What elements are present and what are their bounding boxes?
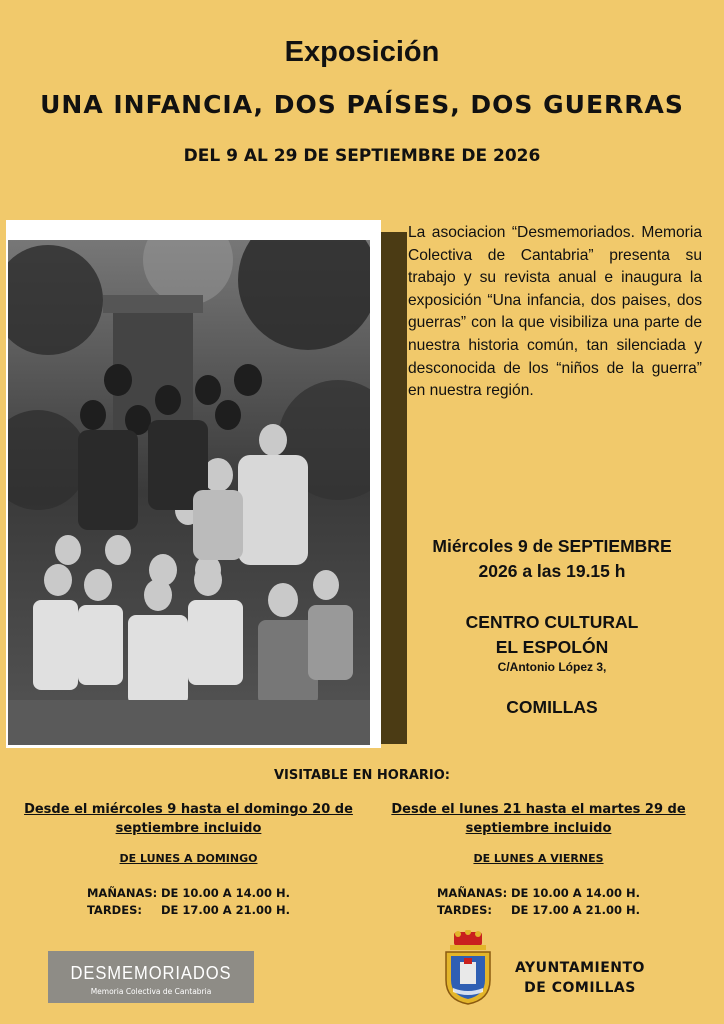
venue-town: COMILLAS [506,697,598,717]
afternoon-hours: DE 17.00 A 21.00 H. [510,903,641,917]
period-1-range-line-1: Desde el miércoles 9 hasta el domingo 20 de [24,802,353,817]
venue-name [394,610,710,660]
exhibition-dates: DEL 9 AL 29 DE SEPTIEMBRE DE 2026 [183,146,541,166]
desmemoriados-logo [48,951,254,1003]
period-2-range-line-1: Desde el lunes 21 hasta el martes 29 de [391,802,686,817]
historic-group-photo [8,240,370,745]
afternoon-label: TARDES: [86,903,142,917]
morning-hours: DE 10.00 A 14.00 H. [510,886,641,900]
afternoon-hours: DE 17.00 A 21.00 H. [160,903,291,917]
afternoon-label: TARDES: [436,903,492,917]
logo-tagline: Memoria Colectiva de Cantabria [90,987,212,996]
event-time-line: 2026 a las 19.15 h [478,561,626,581]
morning-label: MAÑANAS: [86,886,158,900]
morning-label: MAÑANAS: [436,886,508,900]
period-2-range [366,800,711,838]
coat-of-arms-icon [440,930,496,1006]
period-1-range-line-2: septiembre incluido [115,821,262,836]
venue-address: C/Antonio López 3, [497,660,607,674]
schedule-title: VISITABLE EN HORARIO: [273,768,450,783]
logo-wordmark: DESMEMORIADOS [70,963,232,983]
period-1-hours [87,885,290,919]
council-line-2: DE COMILLAS [524,980,636,996]
event-date-line: Miércoles 9 de SEPTIEMBRE [432,536,672,556]
intro-paragraph: La asociacion “Desmemoriados. Memoria Colectiva de Cantabria” presenta su trabajo y su revista anual e inaugura la exposición “Una infancia, dos paises, dos guerras” con la que visibiliza una parte de nuestra historia común, tan silenciada y desconocida de los “niños de la guerra” en nuestra región. [408,224,702,400]
council-line-1: AYUNTAMIENTO [515,960,645,976]
event-datetime [394,534,710,584]
schedule-period-1 [16,800,361,919]
period-2-days: DE LUNES A VIERNES [473,852,604,865]
venue-line-2: EL ESPOLÓN [495,637,609,657]
schedule-period-2 [366,800,711,919]
period-2-range-line-2: septiembre incluido [465,821,612,836]
council-name [500,958,660,998]
venue-line-1: CENTRO CULTURAL [465,612,639,632]
exhibition-kicker: Exposición [284,36,440,68]
period-1-days: DE LUNES A DOMINGO [119,852,258,865]
period-1-range [16,800,361,838]
period-2-hours [437,885,640,919]
exhibition-title: UNA INFANCIA, DOS PAÍSES, DOS GUERRAS [40,90,684,119]
morning-hours: DE 10.00 A 14.00 H. [160,886,291,900]
